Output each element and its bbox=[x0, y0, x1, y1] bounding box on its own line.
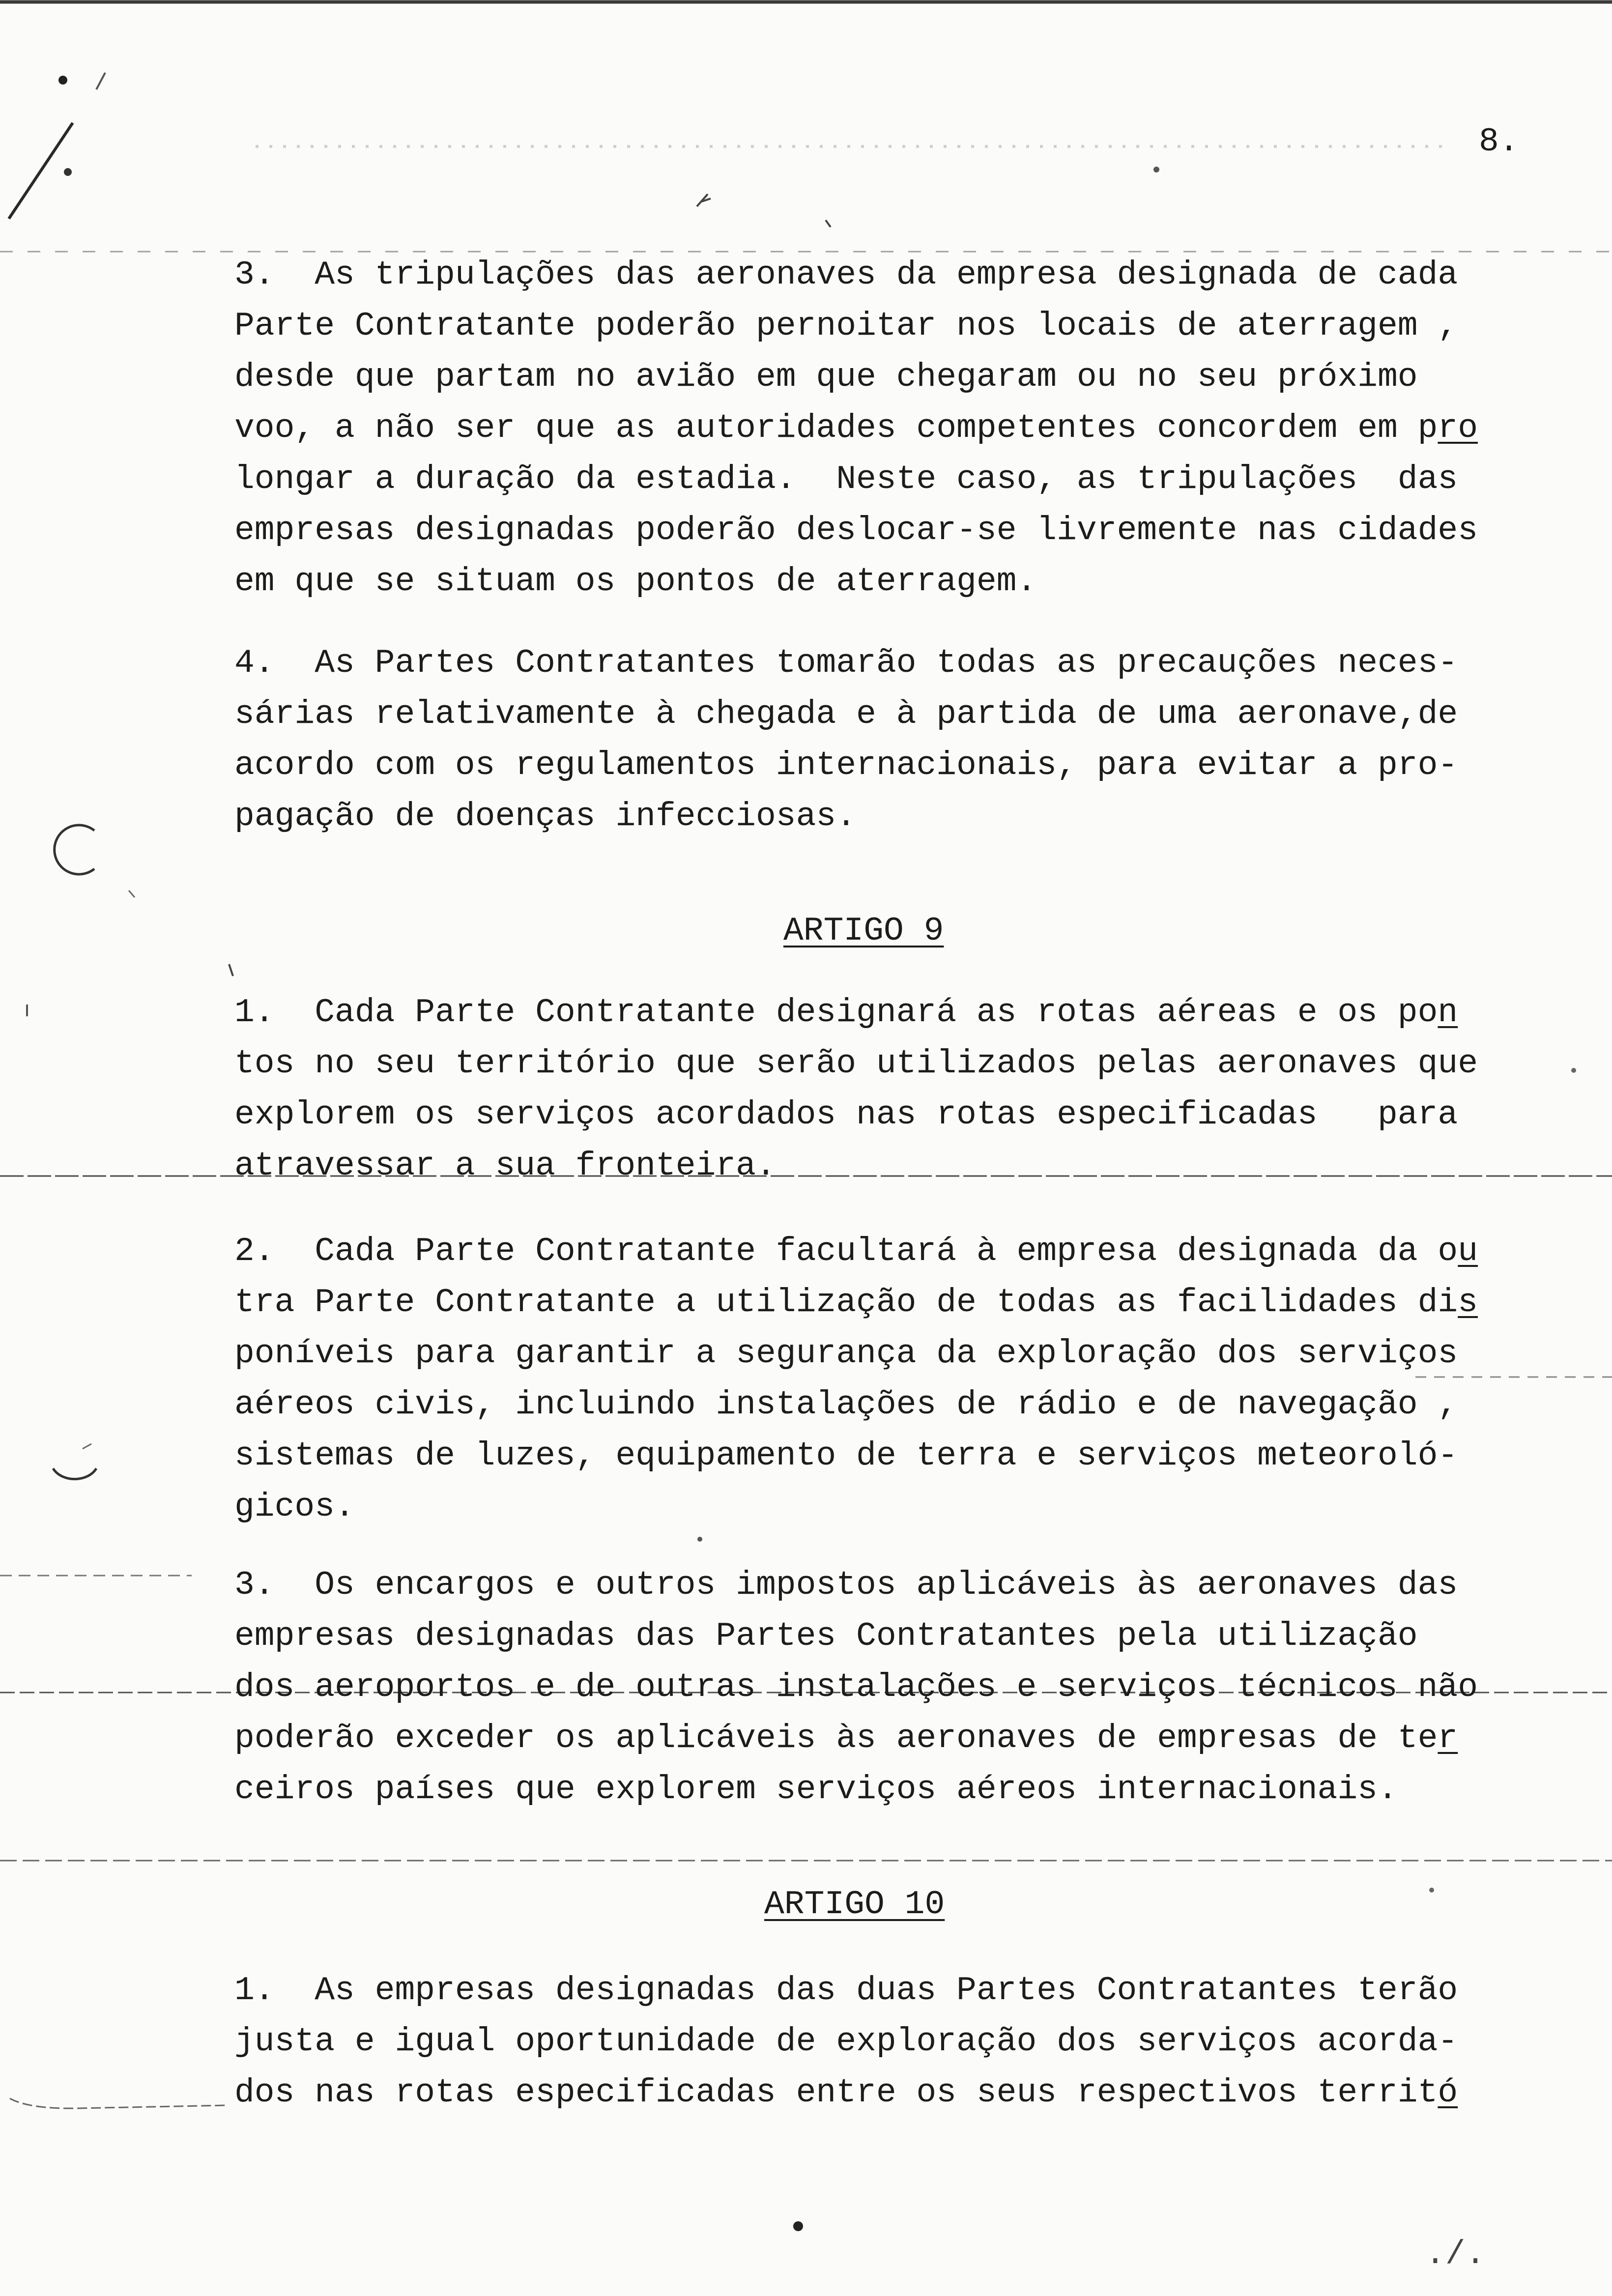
text-line: aéreos civis, incluindo instalações de rádio e de navegação , bbox=[234, 1386, 1458, 1424]
text-line: dos aeroportos e de outras instalações e serviços técnicos não bbox=[234, 1668, 1478, 1706]
text-line bbox=[234, 403, 1478, 454]
text-line: longar a duração da estadia. Neste caso, as tripulações das bbox=[234, 460, 1458, 498]
article-9-paragraph-3 bbox=[234, 1560, 1478, 1815]
hyphenation-underline: ro bbox=[1438, 409, 1478, 447]
article-10-heading: ARTIGO 10 bbox=[764, 1886, 945, 1923]
margin-tick bbox=[96, 73, 105, 89]
text-line: Parte Contratante poderão pernoitar nos locais de aterragem , bbox=[234, 307, 1458, 345]
ink-speck bbox=[1571, 1068, 1576, 1073]
hyphenation-underline: n bbox=[1438, 994, 1458, 1032]
hyphenation-underline: ó bbox=[1438, 2074, 1458, 2112]
text-line: 1. As empresas designadas das duas Partes Contratantes terão bbox=[234, 1972, 1458, 2009]
ink-speck bbox=[1429, 1888, 1434, 1893]
text-line: atravessar a sua fronteira. bbox=[234, 1147, 776, 1185]
text-line bbox=[234, 1277, 1478, 1328]
page-number: 8. bbox=[1479, 123, 1519, 161]
text-line-body: 1. Cada Parte Contratante designará as rotas aéreas e os po bbox=[234, 994, 1438, 1032]
text-line bbox=[234, 987, 1478, 1038]
continuation-mark: ./. bbox=[1425, 2236, 1486, 2273]
article-8-paragraph-4 bbox=[234, 638, 1458, 842]
ink-speck bbox=[1153, 167, 1159, 172]
ink-speck bbox=[793, 2221, 803, 2231]
text-line bbox=[234, 2067, 1458, 2119]
text-line-body: dos nas rotas especificadas entre os seus respectivos territ bbox=[234, 2074, 1438, 2112]
text-line: em que se situam os pontos de aterragem. bbox=[234, 563, 1037, 601]
text-line bbox=[234, 1713, 1478, 1764]
text-line: sárias relativamente à chegada e à partida de uma aeronave,de bbox=[234, 695, 1458, 733]
margin-dot bbox=[64, 168, 72, 176]
text-line: 3. As tripulações das aeronaves da empresa designada de cada bbox=[234, 256, 1458, 294]
hyphenation-underline: s bbox=[1458, 1284, 1478, 1321]
hyphenation-underline: r bbox=[1438, 1720, 1458, 1757]
text-line-body: voo, a não ser que as autoridades competentes concordem em p bbox=[234, 409, 1438, 447]
punch-hole-upper bbox=[55, 825, 94, 874]
article-9-heading: ARTIGO 9 bbox=[783, 912, 944, 950]
text-line: poníveis para garantir a segurança da exploração dos serviços bbox=[234, 1335, 1458, 1373]
scan-fold-line-bottom-left bbox=[10, 2098, 226, 2108]
margin-dot bbox=[58, 76, 67, 85]
text-line: sistemas de luzes, equipamento de terra e serviços meteoroló- bbox=[234, 1437, 1458, 1475]
text-line: 3. Os encargos e outros impostos aplicáveis às aeronaves das bbox=[234, 1566, 1458, 1604]
article-10-paragraph-1 bbox=[234, 1965, 1458, 2119]
text-line: gicos. bbox=[234, 1488, 355, 1526]
text-line bbox=[234, 1226, 1478, 1277]
ink-speck bbox=[697, 1537, 702, 1542]
article-9-paragraph-2 bbox=[234, 1226, 1478, 1533]
text-line-body: poderão exceder os aplicáveis às aeronaves de empresas de te bbox=[234, 1720, 1438, 1757]
text-line-body: tra Parte Contratante a utilização de todas as facilidades di bbox=[234, 1284, 1458, 1321]
text-line-body: 2. Cada Parte Contratante facultará à empresa designada da o bbox=[234, 1233, 1458, 1270]
ink-speck bbox=[129, 890, 135, 897]
text-line: acordo com os regulamentos internacionais, para evitar a pro- bbox=[234, 746, 1458, 784]
text-line: 4. As Partes Contratantes tomarão todas as precauções neces- bbox=[234, 644, 1458, 682]
text-line: tos no seu território que serão utilizados pelas aeronaves que bbox=[234, 1045, 1478, 1083]
article-9-paragraph-1 bbox=[234, 987, 1478, 1192]
ink-tick-mark bbox=[697, 194, 711, 206]
hyphenation-underline: u bbox=[1458, 1233, 1478, 1270]
article-8-paragraph-3 bbox=[234, 250, 1478, 607]
text-line: justa e igual oportunidade de exploração dos serviços acorda- bbox=[234, 2023, 1458, 2061]
text-line: empresas designadas poderão deslocar-se livremente nas cidades bbox=[234, 512, 1478, 549]
text-line: desde que partam no avião em que chegaram ou no seu próximo bbox=[234, 358, 1418, 396]
ink-speck bbox=[229, 964, 233, 976]
punch-hole-lower bbox=[53, 1468, 96, 1479]
ink-speck bbox=[826, 220, 831, 227]
text-line: pagação de doenças infecciosas. bbox=[234, 798, 857, 835]
text-line: ceiros países que explorem serviços aéreos internacionais. bbox=[234, 1771, 1398, 1808]
punch-hole-lower-mark bbox=[83, 1444, 91, 1449]
text-line: explorem os serviços acordados nas rotas especificadas para bbox=[234, 1096, 1458, 1134]
text-line: empresas designadas das Partes Contratantes pela utilização bbox=[234, 1617, 1418, 1655]
margin-slash-mark bbox=[9, 123, 73, 219]
